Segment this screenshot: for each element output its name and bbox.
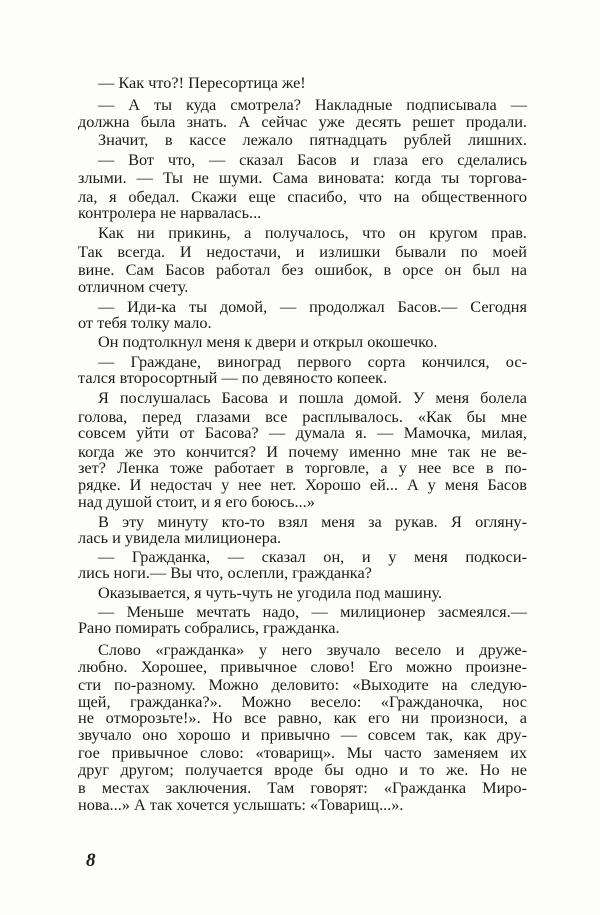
text-line: Я послушалась Басова и пошла домой. У меня болела (98, 388, 527, 407)
text-line: злыми. — Ты не шуми. Сама виновата: когда ты торгова- (78, 168, 527, 187)
text-line: — Как что?! Пересортица же! (98, 73, 306, 92)
text-line: лась и увидела милиционера. (78, 528, 282, 547)
text-line: В эту минуту кто-то взял меня за рукав. Я огляну- (98, 512, 527, 531)
text-line: тался второсортный — по девяносто копеек. (78, 368, 388, 387)
text-line: любно. Хорошее, привычное слово! Его можно произне- (78, 657, 527, 676)
text-line: Так всегда. И недостачи, и излишки бывали по моей (78, 242, 527, 261)
text-line: совсем уйти от Басова? — думала я. — Мамочка, милая, (78, 423, 527, 442)
text-line: рядке. И недостач у нее нет. Хорошо ей... А у меня Басов (78, 475, 527, 494)
text-line: ла, я обедал. Скажи еще спасибо, что на общественного (78, 187, 527, 206)
text-line: контролера не нарвалась... (78, 203, 262, 222)
text-line: лись ноги.— Вы что, ослепли, гражданка? (78, 563, 372, 582)
text-line: — А ты куда смотрела? Накладные подписывала — (98, 95, 527, 114)
text-line: когда же это кончится? И почему именно мне так не ве- (78, 442, 527, 461)
text-line: Значит, в кассе лежало пятнадцать рублей лишних. (98, 130, 527, 149)
text-line: от тебя толку мало. (78, 313, 212, 332)
text-line: — Гражданка, — сказал он, и у меня подкоси- (98, 547, 527, 566)
text-line: не отморозьте!». Но все равно, как его ни произноси, а (78, 708, 527, 727)
text-line: сти по-разному. Можно деловито: «Выходите на следую- (78, 675, 527, 694)
text-line: Рано помирать собрались, гражданка. (78, 618, 340, 637)
text-line: над душой стоит, и я его боюсь...» (78, 492, 315, 511)
text-line: Он подтолкнул меня к двери и открыл окошечко. (98, 332, 438, 351)
text-line: звучало оно хорошо и привычно — совсем так, как дру- (78, 725, 527, 744)
text-line: Как ни прикинь, а получалось, что он кругом прав. (98, 223, 527, 242)
text-line: голова, перед глазами все расплывалось. «Как бы мне (78, 407, 527, 426)
text-line: щей, гражданка?». Можно весело: «Гражданочка, нос (78, 692, 527, 711)
page-number: 8 (86, 850, 96, 871)
text-line: друг другом; получается вроде бы одно и то же. Но не (78, 760, 527, 779)
text-line: в местах заключения. Там говорят: «Гражданка Миро- (78, 778, 527, 797)
text-line: отличном счету. (78, 277, 189, 296)
text-line: — Меньше мечтать надо, — милиционер засмеялся.— (98, 602, 527, 621)
text-line: — Граждане, виноград первого сорта кончился, ос- (98, 352, 527, 371)
text-line: нова...» А так хочется услышать: «Товарищ...». (78, 795, 404, 814)
text-line: гое привычное слово: «товарищ». Мы часто заменяем их (78, 743, 527, 762)
text-line: зет? Ленка тоже работает в торговле, а у нее все в по- (78, 458, 527, 477)
text-line: Оказывается, я чуть-чуть не угодила под машину. (98, 583, 443, 602)
text-line: Слово «гражданка» у него звучало весело и друже- (98, 640, 527, 659)
text-line: — Вот что, — сказал Басов и глаза его сделались (98, 150, 527, 169)
text-line: — Иди-ка ты домой, — продолжал Басов.— Сегодня (98, 297, 527, 316)
text-line: должна была знать. А сейчас уже десять решет продали. (78, 112, 527, 131)
text-line: вине. Сам Басов работал без ошибок, в орсе он был на (78, 260, 527, 279)
